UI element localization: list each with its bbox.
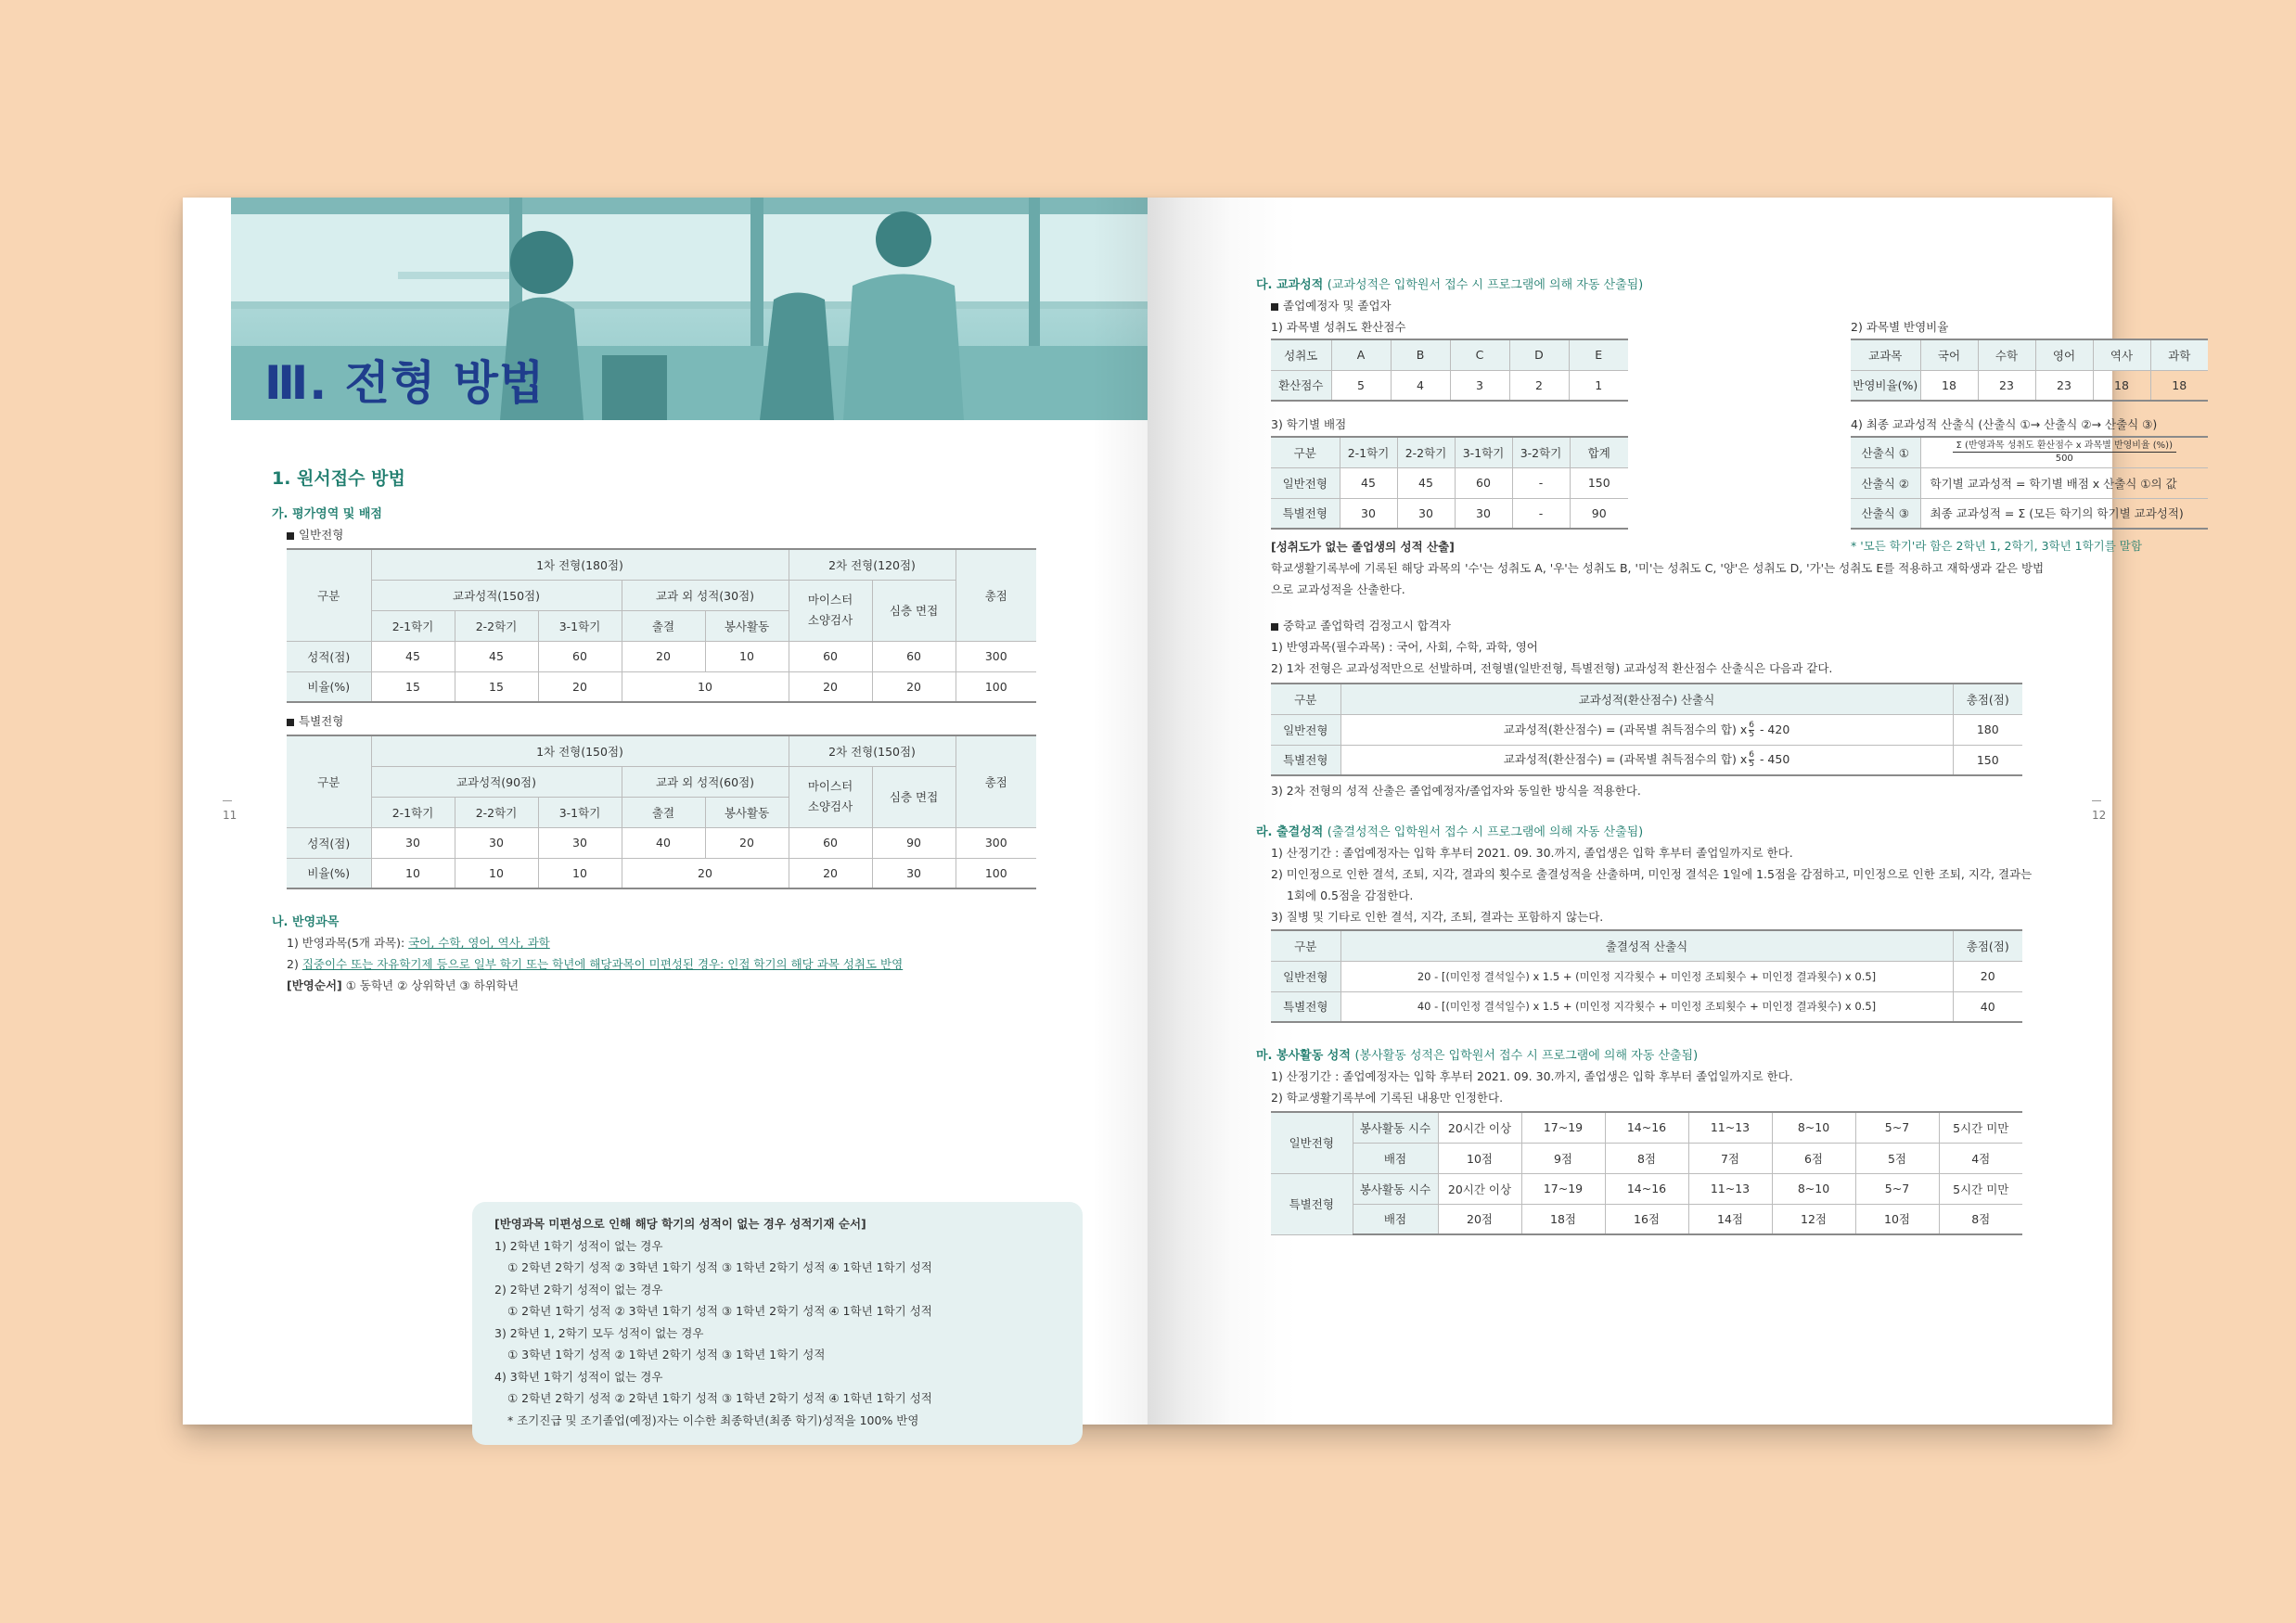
table-row: 환산점수 5 4 3 2 1 — [1271, 370, 1628, 401]
special-score-table — [287, 735, 1036, 889]
th-subject: 교과성적(90점) — [371, 766, 622, 797]
ra-line: 2) 미인정으로 인한 결석, 조퇴, 지각, 결과의 횟수로 출결성적을 산출하며, 미인정 결석은 1일에 1.5점을 감점하고, 미인정으로 인한 조퇴, 지각, 결과는 — [1271, 867, 2033, 881]
t4-note: * '모든 학기'라 함은 2학년 1, 2학기, 3학년 1학기를 말함 — [1851, 539, 2142, 553]
table-row: 특별전형 봉사활동 시수 20시간 이상 17~19 14~16 11~13 8~10 5~7 5시간 미만 — [1271, 1173, 2022, 1204]
no-grade-line: 으로 교과성적을 산출한다. — [1271, 582, 1405, 596]
general-score-table — [287, 548, 1036, 703]
right-page — [1148, 198, 2191, 1425]
section-ma: 마. 봉사활동 성적 (봉사활동 성적은 입학원서 접수 시 프로그램에 의해 자동 산출됨) — [1256, 1049, 1699, 1063]
square-bullet-icon — [1271, 623, 1278, 631]
th-col: 2-1학기 — [371, 797, 455, 827]
final-formula-table — [1851, 436, 2208, 530]
chapter-title: Ⅲ. 전형 방법 — [264, 356, 545, 410]
box-line: ① 3학년 1학기 성적 ② 1학년 2학기 성적 ③ 1학년 1학기 성적 — [507, 1348, 826, 1361]
box-line: 2) 2학년 2학기 성적이 없는 경우 — [494, 1283, 663, 1297]
ra-line: 1) 산정기간 : 졸업예정자는 입학 후부터 2021. 09. 30.까지, 졸업생은 입학 후부터 졸업일까지로 한다. — [1271, 846, 1793, 860]
th-gubun: 구분 — [287, 735, 371, 827]
table-row: 일반전형 봉사활동 시수 20시간 이상 17~19 14~16 11~13 8~10 5~7 5시간 미만 — [1271, 1112, 2022, 1143]
section-da: 다. 교과성적 (교과성적은 입학원서 접수 시 프로그램에 의해 자동 산출됨) — [1256, 278, 1644, 292]
table-row: 산출식 ① Σ (반영과목 성취도 환산점수 x 과목별 반영비율 (%)) 500 — [1851, 437, 2208, 467]
subsection-na: 나. 반영과목 — [272, 915, 340, 929]
table-row: 일반전형 45 45 60 - 150 — [1271, 467, 1628, 498]
section-ra: 라. 출결성적 (출결성적은 입학원서 접수 시 프로그램에 의해 자동 산출됨) — [1256, 825, 1644, 839]
th-second-round: 2차 전형(150점) — [789, 735, 956, 766]
th-total: 총점 — [956, 549, 1036, 641]
na-order: [반영순서] ① 동학년 ② 상위학년 ③ 하위학년 — [287, 978, 519, 992]
box-line: ① 2학년 1학기 성적 ② 3학년 1학기 성적 ③ 1학년 2학기 성적 ④ 1학년 1학기 성적 — [507, 1304, 932, 1318]
th-col: 3-1학기 — [538, 797, 622, 827]
formula-cell: 교과성적(환산점수) = (과목별 취득점수의 합) x $\frac{6}{5}$ - 420 — [1340, 714, 1953, 745]
volunteer-score-table — [1271, 1111, 2022, 1235]
special-label: 특별전형 — [287, 712, 343, 729]
semester-score-table: 구분 2-1학기 2-2학기 3-1학기 3-2학기 합계 일반전형 45 45 60 - 150 특별전형 30 30 30 - 90 — [1271, 436, 1628, 530]
th-second-round: 2차 전형(120점) — [789, 549, 956, 580]
table-row: 배점 10점 9점 8점 7점 6점 5점 4점 — [1271, 1143, 2022, 1173]
attendance-formula-table: 구분 출결성적 산출식 총점(점) 일반전형 20 - [(미인정 결석일수) x 1.5 + (미인정 지각횟수 + 미인정 조퇴횟수 + 미인정 결과횟수) x 0.5] 20 특별전형 40 - [(미인정 결석일수) x 1.5 + (미인정 지각횟수 + 미인정 조퇴횟수 + 미인정 결과횟수) x 0.5] 40 — [1271, 929, 2022, 1023]
page-number-right: 12 — [2092, 800, 2106, 822]
table-row: 특별전형 교과성적(환산점수) = (과목별 취득점수의 합) x $\frac{6}{5}$ - 450 150 — [1271, 745, 2022, 775]
ged-formula-table: 구분 교과성적(환산점수) 산출식 총점(점) 일반전형 교과성적(환산점수) = (과목별 취득점수의 합) x $\frac{6}{5}$ - 420 180 특별전형 교과성적(환산점수) = (과목별 취득점수의 합) x $\frac{6}{5}$ - 450 150 — [1271, 683, 2022, 776]
grad-label: 졸업예정자 및 졸업자 — [1271, 297, 1392, 313]
th-total: 총점 — [956, 735, 1036, 827]
general-label: 일반전형 — [287, 526, 343, 543]
subject-ratio-table: 교과목 국어 수학 영어 역사 과학 반영비율(%) 18 23 23 18 18 — [1851, 339, 2208, 402]
th-meister: 마이스터 소양검사 — [789, 580, 872, 641]
th-col: 출결 — [622, 797, 705, 827]
na-line-1: 1) 반영과목(5개 과목): 국어, 수학, 영어, 역사, 과학 — [287, 936, 550, 950]
t3-caption: 3) 학기별 배점 — [1271, 417, 1347, 431]
chapter-banner — [231, 198, 1148, 420]
table-row: 배점 20점 18점 16점 14점 12점 10점 8점 — [1271, 1204, 2022, 1234]
square-bullet-icon — [1271, 303, 1278, 311]
book-spread — [183, 198, 2191, 1427]
page-number-left: 11 — [223, 800, 237, 822]
formula-fraction: Σ (반영과목 성취도 환산점수 x 과목별 반영비율 (%)) 500 — [1920, 437, 2208, 467]
ged-line: 1) 반영과목(필수과목) : 국어, 사회, 수학, 과학, 영어 — [1271, 640, 1538, 654]
no-grade-line: 학교생활기록부에 기록된 해당 과목의 '수'는 성취도 A, '우'는 성취도 B, '미'는 성취도 C, '양'은 성취도 D, '가'는 성취도 E를 적용하고 재학생과 같은 방법 — [1271, 561, 2045, 575]
th-col: 출결 — [622, 610, 705, 641]
table-row: 성적(점) 45 45 60 20 10 60 60 300 — [287, 641, 1036, 671]
th-meister: 마이스터 소양검사 — [789, 766, 872, 827]
square-bullet-icon — [287, 532, 294, 540]
table-row: 산출식 ② 학기별 교과성적 = 학기별 배점 x 산출식 ①의 값 — [1851, 467, 2208, 498]
th-col: 봉사활동 — [705, 610, 789, 641]
table-row: 특별전형 40 - [(미인정 결석일수) x 1.5 + (미인정 지각횟수 + 미인정 조퇴횟수 + 미인정 결과횟수) x 0.5] 40 — [1271, 991, 2022, 1022]
th-nonsubject: 교과 외 성적(30점) — [622, 580, 789, 610]
table-row: 비율(%) 15 15 20 10 20 20 100 — [287, 671, 1036, 702]
table-row: 산출식 ③ 최종 교과성적 = Σ (모든 학기의 학기별 교과성적) — [1851, 498, 2208, 529]
th-col: 봉사활동 — [705, 797, 789, 827]
achievement-conversion-table: 성취도 A B C D E 환산점수 5 4 3 2 1 — [1271, 339, 1628, 402]
box-line: 1) 2학년 1학기 성적이 없는 경우 — [494, 1239, 663, 1253]
ra-line: 1회에 0.5점을 감점한다. — [1287, 888, 1414, 902]
box-line: ① 2학년 2학기 성적 ② 2학년 1학기 성적 ③ 1학년 2학기 성적 ④ 1학년 1학기 성적 — [507, 1391, 932, 1405]
th-nonsubject: 교과 외 성적(60점) — [622, 766, 789, 797]
na-line-2: 2) 집중이수 또는 자유학기제 등으로 일부 학기 또는 학년에 해당과목이 미편성된 경우: 인접 학기의 해당 과목 성취도 반영 — [287, 957, 904, 971]
th-gubun: 구분 — [287, 549, 371, 641]
square-bullet-icon — [287, 719, 294, 726]
table-row: 반영비율(%) 18 23 23 18 18 — [1851, 370, 2208, 401]
th-interview: 심층 면접 — [872, 766, 956, 827]
box-line: 3) 2학년 1, 2학기 모두 성적이 없는 경우 — [494, 1326, 704, 1340]
th-interview: 심층 면접 — [872, 580, 956, 641]
box-line: 4) 3학년 1학기 성적이 없는 경우 — [494, 1370, 663, 1384]
box-line: ① 2학년 2학기 성적 ② 3학년 1학기 성적 ③ 1학년 2학기 성적 ④ 1학년 1학기 성적 — [507, 1260, 932, 1274]
table-row: 일반전형 20 - [(미인정 결석일수) x 1.5 + (미인정 지각횟수 + 미인정 조퇴횟수 + 미인정 결과횟수) x 0.5] 20 — [1271, 961, 2022, 991]
box-note: * 조기진급 및 조기졸업(예정)자는 이수한 최종학년(최종 학기)성적을 100% 반영 — [507, 1413, 919, 1427]
table-row: 비율(%) 10 10 10 20 20 30 100 — [287, 858, 1036, 888]
ma-line: 1) 산정기간 : 졸업예정자는 입학 후부터 2021. 09. 30.까지, 졸업생은 입학 후부터 졸업일까지로 한다. — [1271, 1069, 1793, 1083]
subsection-ga: 가. 평가영역 및 배점 — [272, 507, 382, 521]
ged-label: 중학교 졸업학력 검정고시 합격자 — [1271, 617, 1451, 633]
table-row: 특별전형 30 30 30 - 90 — [1271, 498, 1628, 529]
th-subject: 교과성적(150점) — [371, 580, 622, 610]
ra-line: 3) 질병 및 기타로 인한 결석, 지각, 조퇴, 결과는 포함하지 않는다. — [1271, 910, 1604, 924]
table-row: 성적(점) 30 30 30 40 20 60 90 300 — [287, 827, 1036, 858]
formula-cell: 교과성적(환산점수) = (과목별 취득점수의 합) x $\frac{6}{5}$ - 450 — [1340, 745, 1953, 775]
section-title: 1. 원서접수 방법 — [272, 468, 405, 489]
th-col: 2-2학기 — [455, 610, 538, 641]
table-row: 일반전형 교과성적(환산점수) = (과목별 취득점수의 합) x $\frac{6}{5}$ - 420 180 — [1271, 714, 2022, 745]
ged-line: 3) 2차 전형의 성적 산출은 졸업예정자/졸업자와 동일한 방식을 적용한다. — [1271, 784, 1641, 798]
box-title: [반영과목 미편성으로 인해 해당 학기의 성적이 없는 경우 성적기재 순서] — [494, 1217, 866, 1231]
no-grade-title: [성취도가 없는 졸업생의 성적 산출] — [1271, 540, 1455, 554]
th-first-round: 1차 전형(180점) — [371, 549, 789, 580]
th-first-round: 1차 전형(150점) — [371, 735, 789, 766]
t4-caption: 4) 최종 교과성적 산출식 (산출식 ①→ 산출식 ②→ 산출식 ③) — [1851, 417, 2158, 431]
ged-line: 2) 1차 전형은 교과성적만으로 선발하며, 전형별(일반전형, 특별전형) 교과성적 환산점수 산출식은 다음과 같다. — [1271, 661, 1833, 675]
th-col: 2-2학기 — [455, 797, 538, 827]
left-page — [183, 198, 1148, 1425]
th-col: 2-1학기 — [371, 610, 455, 641]
ma-line: 2) 학교생활기록부에 기록된 내용만 인정한다. — [1271, 1091, 1504, 1105]
t1-caption: 1) 과목별 성취도 환산점수 — [1271, 320, 1406, 334]
th-col: 3-1학기 — [538, 610, 622, 641]
t2-caption: 2) 과목별 반영비율 — [1851, 320, 1949, 334]
